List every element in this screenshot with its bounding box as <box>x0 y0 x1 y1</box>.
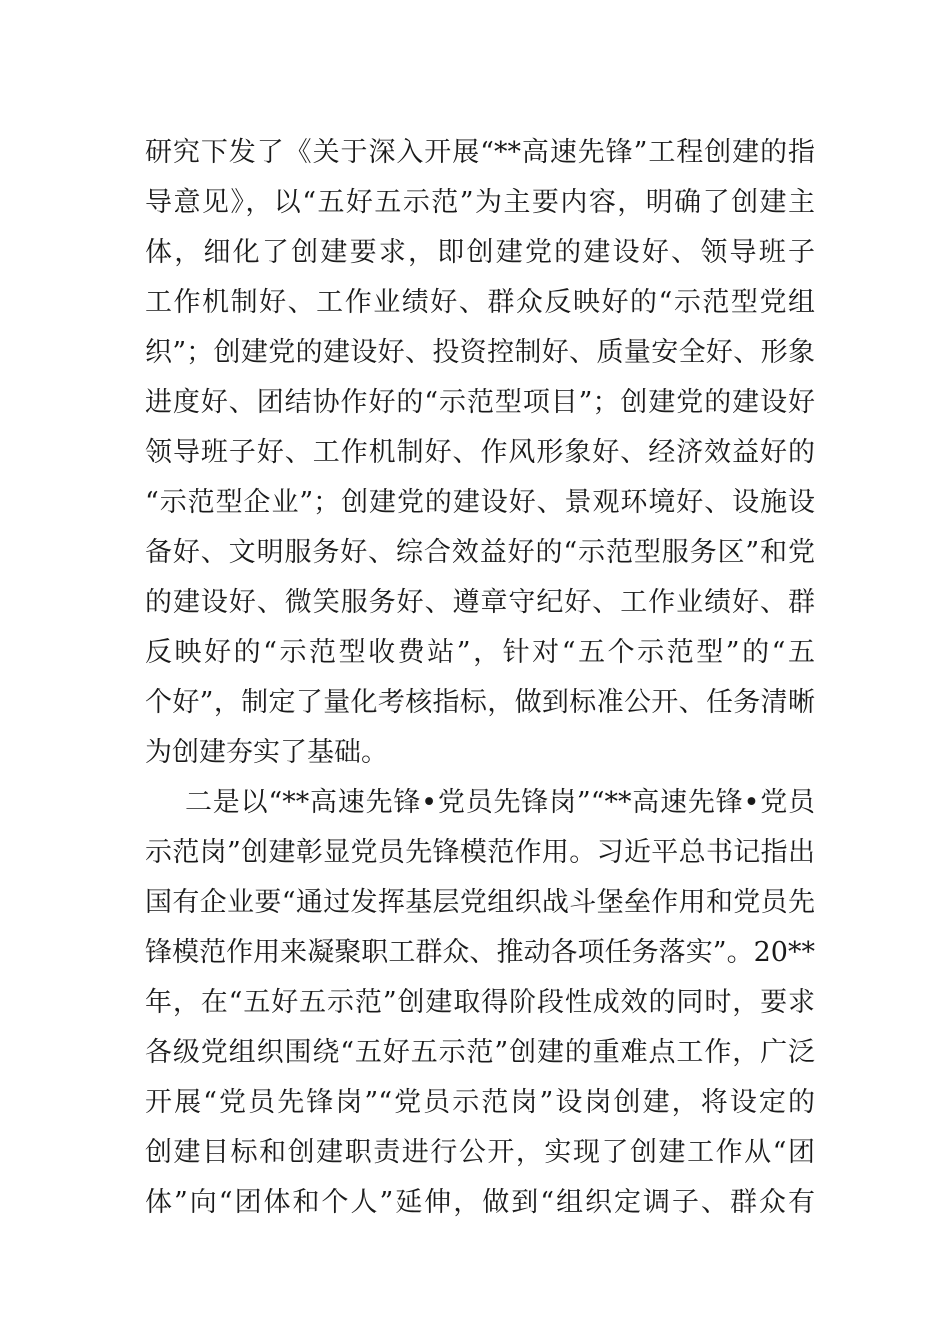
text-line: 为创建夯实了基础。 <box>145 737 388 768</box>
text-line: 织”；创建党的建设好、投资控制好、质量安全好、形象 <box>145 337 815 368</box>
text-line: “示范型企业”；创建党的建设好、景观环境好、设施设 <box>145 487 815 518</box>
text-line: 导意见》，以“五好五示范”为主要内容，明确了创建主 <box>145 187 815 218</box>
text-line: 领导班子好、工作机制好、作风形象好、经济效益好的 <box>145 437 815 468</box>
text-line: 进度好、团结协作好的“示范型项目”；创建党的建设好 <box>145 387 815 418</box>
text-line: 二是以“**高速先锋•党员先锋岗”“**高速先锋•党员 <box>185 787 815 818</box>
text-line: 国有企业要“通过发挥基层党组织战斗堡垒作用和党员先 <box>145 887 815 918</box>
text-line: 个好”，制定了量化考核指标，做到标准公开、任务清晰 <box>145 687 815 718</box>
text-line: 示范岗”创建彰显党员先锋模范作用。习近平总书记指出 <box>145 837 815 868</box>
text-line: 体，细化了创建要求，即创建党的建设好、领导班子 <box>145 237 815 268</box>
text-line: 年，在“五好五示范”创建取得阶段性成效的同时，要求 <box>145 987 815 1018</box>
text-line: 研究下发了《关于深入开展“**高速先锋”工程创建的指 <box>145 137 815 168</box>
text-line: 工作机制好、工作业绩好、群众反映好的“示范型党组 <box>145 287 815 318</box>
text-line: 备好、文明服务好、综合效益好的“示范型服务区”和党 <box>145 537 815 568</box>
body-text <box>145 128 815 1228</box>
text-line: 开展“党员先锋岗”“党员示范岗”设岗创建，将设定的 <box>145 1087 815 1118</box>
text-line: 反映好的“示范型收费站”，针对“五个示范型”的“五 <box>145 637 815 668</box>
text-line: 各级党组织围绕“五好五示范”创建的重难点工作，广泛 <box>145 1037 815 1068</box>
text-line: 的建设好、微笑服务好、遵章守纪好、工作业绩好、群 <box>145 587 815 618</box>
paragraph-1 <box>145 128 815 778</box>
text-line: 锋模范作用来凝聚职工群众、推动各项任务落实”。20** <box>145 937 815 968</box>
paragraph-2 <box>145 778 815 1228</box>
text-line: 体”向“团体和个人”延伸，做到“组织定调子、群众有 <box>145 1187 815 1218</box>
text-line: 创建目标和创建职责进行公开，实现了创建工作从“团 <box>145 1137 815 1168</box>
